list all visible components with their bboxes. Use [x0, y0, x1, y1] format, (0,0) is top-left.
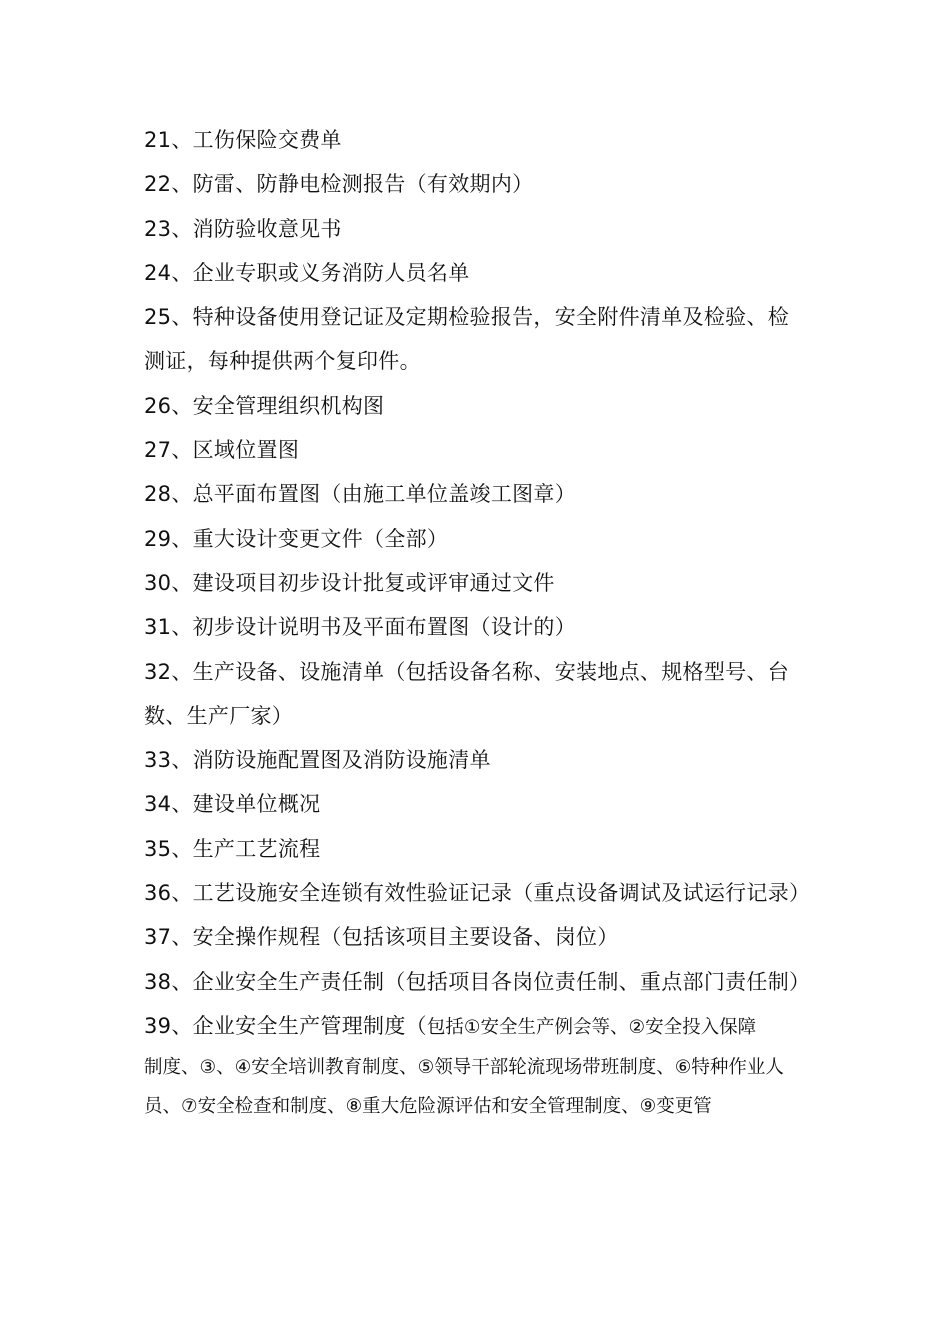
- list-item: 35、生产工艺流程: [144, 836, 321, 861]
- list-item: 23、消防验收意见书: [144, 216, 342, 241]
- list-item-detail: 制度、③、④安全培训教育制度、⑤领导干部轮流现场带班制度、⑥特种作业人员、⑦安全检查和制度、⑧重大危险源评估和安全管理制度、⑨变更管: [144, 1057, 784, 1118]
- list-item: 38、企业安全生产责任制（包括项目各岗位责任制、重点部门责任制）: [144, 969, 811, 994]
- list-item-lead: 39、企业安全生产管理制度（: [144, 1013, 427, 1038]
- list-item: 25、特种设备使用登记证及定期检验报告，安全附件清单及检验、检测证，每种提供两个复印件。: [144, 305, 790, 374]
- list-item: 34、建设单位概况: [144, 792, 321, 817]
- list-item: 29、重大设计变更文件（全部）: [144, 526, 449, 551]
- list-item-detail-first-line: 包括①安全生产例会等、②安全投入保障: [426, 1016, 757, 1038]
- list-item: 21、工伤保险交费单: [144, 128, 342, 152]
- list-item: 24、企业专职或义务消防人员名单: [144, 260, 470, 285]
- list-item: 28、总平面布置图（由施工单位盖竣工图章）: [144, 482, 577, 507]
- list-item: 26、安全管理组织机构图: [144, 393, 385, 418]
- list-item: 36、工艺设施安全连锁有效性验证记录（重点设备调试及试运行记录）: [144, 881, 811, 906]
- list-item: 31、初步设计说明书及平面布置图（设计的）: [144, 615, 577, 640]
- list-item-management-systems: [144, 1004, 800, 1126]
- document-list: [144, 118, 811, 1126]
- list-item: 22、防雷、防静电检测报告（有效期内）: [144, 172, 534, 197]
- list-item: 27、区域位置图: [144, 438, 300, 463]
- list-item: 37、安全操作规程（包括该项目主要设备、岗位）: [144, 925, 619, 950]
- list-item: 33、消防设施配置图及消防设施清单: [144, 748, 491, 773]
- list-item: 32、生产设备、设施清单（包括设备名称、安装地点、规格型号、台数、生产厂家）: [144, 659, 790, 728]
- list-item: 30、建设项目初步设计批复或评审通过文件: [144, 570, 555, 595]
